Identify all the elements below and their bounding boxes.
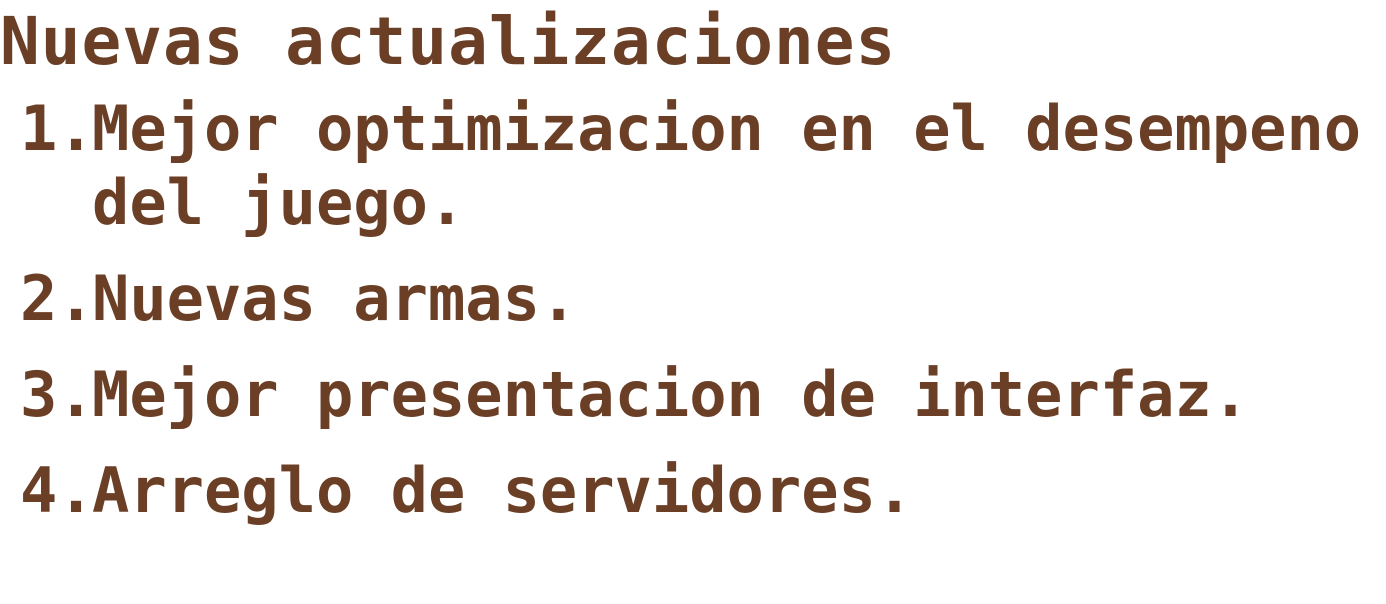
list-item-number: 3. (20, 358, 95, 431)
list-item (20, 92, 1380, 240)
list-item-number: 4. (20, 454, 95, 527)
update-notes-title: Nuevas actualizaciones (0, 3, 897, 80)
list-item (20, 454, 1380, 528)
list-item (20, 262, 1380, 336)
list-item-text: Mejor optimizacion en el desempeno del juego. (92, 92, 1362, 239)
list-item-text: Nuevas armas. (92, 262, 578, 335)
list-item-number: 1. (20, 92, 95, 165)
list-item-text: Arreglo de servidores. (92, 454, 914, 527)
list-item (20, 358, 1380, 432)
list-item-text: Mejor presentacion de interfaz. (92, 358, 1250, 431)
list-item-number: 2. (20, 262, 95, 335)
update-notes-list (20, 92, 1380, 550)
